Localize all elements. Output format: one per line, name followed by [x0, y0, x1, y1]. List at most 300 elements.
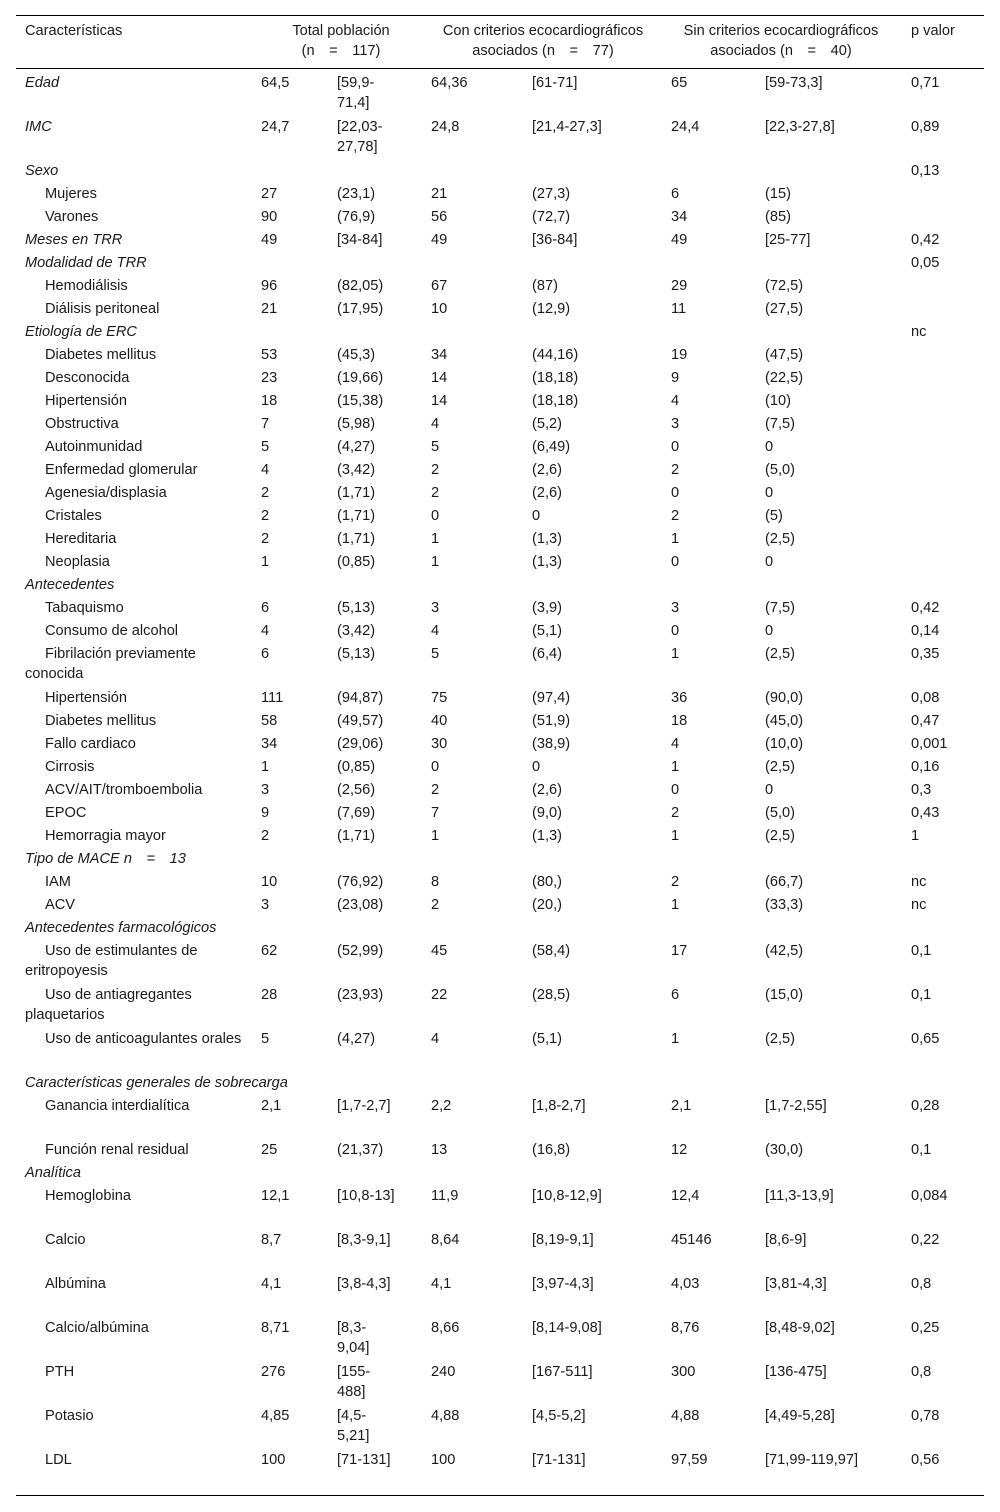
cell-without-range: [8,48-9,02] [765, 1320, 835, 1336]
cell-total-range: [4,5-5,21] [337, 1408, 370, 1444]
cell-total-value: 111 [261, 690, 284, 706]
table-row [0, 550, 1000, 573]
header-total-population [256, 21, 426, 61]
cell-total-range: [155-488] [337, 1364, 371, 1400]
cell-with-value: 56 [431, 209, 448, 225]
table-row [0, 320, 1000, 343]
cell-without-value: 1 [671, 759, 680, 775]
cell-with-range: (72,7) [532, 209, 571, 225]
cell-without-value: 17 [671, 943, 688, 959]
cell-without-value: 0 [671, 623, 680, 639]
table-row [0, 1404, 1000, 1448]
cell-total-value: 6 [261, 646, 270, 662]
cell-with-value: 40 [431, 713, 448, 729]
header-characteristics: Características [25, 23, 123, 39]
cell-total-value: 18 [261, 393, 278, 409]
cell-total-value: 28 [261, 987, 278, 1003]
cell-without-range: (2,5) [765, 1031, 796, 1047]
section-label: Características generales de sobrecarga [25, 1075, 288, 1091]
table-row [0, 71, 1000, 115]
row-label: Hereditaria [45, 531, 117, 547]
cell-without-range: [1,7-2,55] [765, 1098, 827, 1114]
cell-without-range: 0 [765, 439, 774, 455]
cell-total-value: 2 [261, 531, 270, 547]
row-label: Obstructiva [45, 416, 119, 432]
cell-with-value: 4,88 [431, 1408, 460, 1424]
cell-with-range: (38,9) [532, 736, 571, 752]
table-row [0, 297, 1000, 320]
cell-without-range: 0 [765, 485, 774, 501]
cell-without-range: (72,5) [765, 278, 804, 294]
table-row [0, 778, 1000, 801]
cell-with-value: 1 [431, 531, 440, 547]
cell-total-value: 2 [261, 828, 270, 844]
cell-total-range: (76,9) [337, 209, 376, 225]
cell-with-value: 64,36 [431, 75, 468, 91]
header-total-title: Total población [292, 23, 390, 39]
row-label: Cirrosis [45, 759, 95, 775]
cell-with-value: 45 [431, 943, 448, 959]
table-row [0, 182, 1000, 205]
cell-with-range: (1,3) [532, 531, 563, 547]
cell-without-value: 1 [671, 828, 680, 844]
cell-total-value: 25 [261, 1142, 278, 1158]
cell-without-value: 6 [671, 987, 680, 1003]
cell-without-range: 0 [765, 554, 774, 570]
cell-p-value: nc [911, 897, 927, 913]
cell-without-value: 3 [671, 600, 680, 616]
cell-total-value: 4 [261, 623, 270, 639]
cell-with-range: (80,) [532, 874, 563, 890]
cell-with-value: 21 [431, 186, 448, 202]
cell-total-value: 53 [261, 347, 278, 363]
cell-total-value: 5 [261, 1031, 270, 1047]
section-label: Meses en TRR [25, 232, 123, 248]
cell-without-range: (2,5) [765, 646, 796, 662]
cell-with-value: 22 [431, 987, 448, 1003]
cell-with-value: 3 [431, 600, 440, 616]
row-label: Fibrilación previamente conocida [25, 646, 196, 682]
cell-without-range: (27,5) [765, 301, 804, 317]
cell-without-range: [8,6-9] [765, 1232, 807, 1248]
cell-with-value: 2 [431, 462, 440, 478]
cell-without-range: [22,3-27,8] [765, 119, 835, 135]
cell-without-range: (22,5) [765, 370, 804, 386]
header-bottom-rule [16, 68, 984, 69]
table-body [0, 71, 1000, 1492]
cell-with-value: 10 [431, 301, 448, 317]
cell-p-value: 0,1 [911, 987, 932, 1003]
cell-with-value: 4,1 [431, 1276, 452, 1292]
row-label: Uso de antiagregantes plaquetarios [25, 987, 192, 1023]
cell-p-value: 0,08 [911, 690, 940, 706]
cell-total-range: (76,92) [337, 874, 384, 890]
header-with-echo-title: Con criterios ecocardiográficos [442, 23, 644, 39]
table-row [0, 228, 1000, 251]
cell-with-value: 0 [431, 508, 440, 524]
cell-total-range: (23,08) [337, 897, 384, 913]
section-label: Tipo de MACE n = 13 [25, 851, 186, 867]
cell-without-range: (85) [765, 209, 791, 225]
table-row [0, 755, 1000, 778]
cell-without-value: 1 [671, 1031, 680, 1047]
section-label: Analítica [25, 1165, 81, 1181]
table-row [0, 916, 1000, 939]
table-row [0, 343, 1000, 366]
table-row [0, 619, 1000, 642]
table-row [0, 893, 1000, 916]
cell-p-value: nc [911, 324, 927, 340]
cell-with-range: (51,9) [532, 713, 571, 729]
cell-without-value: 29 [671, 278, 688, 294]
cell-total-value: 7 [261, 416, 270, 432]
table-row [0, 1094, 1000, 1138]
cell-total-range: (0,85) [337, 554, 376, 570]
cell-with-range: [4,5-5,2] [532, 1408, 586, 1424]
table-row [0, 205, 1000, 228]
cell-without-range: [3,81-4,3] [765, 1276, 827, 1292]
cell-without-value: 18 [671, 713, 688, 729]
cell-with-range: (2,6) [532, 485, 563, 501]
table-row [0, 870, 1000, 893]
cell-without-range: (33,3) [765, 897, 804, 913]
cell-without-range: (2,5) [765, 759, 796, 775]
cell-p-value: 0,28 [911, 1098, 940, 1114]
row-label: Hipertensión [45, 690, 127, 706]
table-row [0, 458, 1000, 481]
cell-total-value: 12,1 [261, 1188, 290, 1204]
cell-without-value: 0 [671, 439, 680, 455]
cell-total-range: (1,71) [337, 485, 376, 501]
table-row [0, 527, 1000, 550]
cell-total-range: (7,69) [337, 805, 376, 821]
cell-p-value: 0,14 [911, 623, 940, 639]
section-label: Antecedentes farmacológicos [25, 920, 217, 936]
table-row [0, 732, 1000, 755]
cell-p-value: 0,47 [911, 713, 940, 729]
row-label: Diabetes mellitus [45, 347, 157, 363]
table-row [0, 504, 1000, 527]
table-row [0, 1448, 1000, 1492]
table-row [0, 596, 1000, 619]
cell-with-range: (6,49) [532, 439, 571, 455]
cell-with-value: 4 [431, 623, 440, 639]
cell-total-range: (21,37) [337, 1142, 384, 1158]
cell-with-range: (16,8) [532, 1142, 571, 1158]
cell-without-value: 8,76 [671, 1320, 700, 1336]
cell-total-value: 49 [261, 232, 278, 248]
cell-with-range: [61-71] [532, 75, 578, 91]
row-label: LDL [45, 1452, 72, 1468]
cell-with-value: 5 [431, 646, 440, 662]
cell-total-range: (45,3) [337, 347, 376, 363]
row-label: EPOC [45, 805, 87, 821]
cell-total-range: (2,56) [337, 782, 376, 798]
cell-total-range: (5,13) [337, 646, 376, 662]
section-label: Antecedentes [25, 577, 115, 593]
cell-without-value: 1 [671, 646, 680, 662]
cell-without-value: 24,4 [671, 119, 700, 135]
cell-without-value: 12 [671, 1142, 688, 1158]
cell-total-value: 4,85 [261, 1408, 290, 1424]
table-row [0, 1228, 1000, 1272]
cell-with-value: 30 [431, 736, 448, 752]
section-label: Edad [25, 75, 60, 91]
table-row [0, 1184, 1000, 1228]
cell-total-range: (23,93) [337, 987, 384, 1003]
cell-without-value: 4,03 [671, 1276, 700, 1292]
cell-total-range: (4,27) [337, 439, 376, 455]
cell-total-value: 3 [261, 897, 270, 913]
row-label: Varones [45, 209, 99, 225]
row-label: Ganancia interdialítica [45, 1098, 190, 1114]
row-label: Hemodiálisis [45, 278, 128, 294]
cell-with-value: 8,66 [431, 1320, 460, 1336]
cell-total-range: [22,03-27,78] [337, 119, 383, 155]
cell-total-range: [1,7-2,7] [337, 1098, 391, 1114]
cell-with-value: 11,9 [431, 1188, 459, 1204]
cell-with-range: (2,6) [532, 462, 563, 478]
row-label: Calcio [45, 1232, 86, 1248]
cell-p-value: 0,001 [911, 736, 948, 752]
table-row [0, 274, 1000, 297]
table-row [0, 824, 1000, 847]
cell-with-value: 100 [431, 1452, 456, 1468]
cell-with-value: 8 [431, 874, 440, 890]
cell-without-range: (5,0) [765, 805, 796, 821]
cell-total-range: (94,87) [337, 690, 384, 706]
table-row [0, 481, 1000, 504]
cell-without-value: 1 [671, 897, 680, 913]
cell-total-value: 34 [261, 736, 278, 752]
cell-without-range: [136-475] [765, 1364, 827, 1380]
cell-without-value: 0 [671, 554, 680, 570]
cell-total-value: 23 [261, 370, 278, 386]
cell-without-value: 97,59 [671, 1452, 708, 1468]
row-label: ACV/AIT/tromboembolia [45, 782, 203, 798]
cell-total-range: [8,3-9,1] [337, 1232, 391, 1248]
header-with-echo-criteria [418, 21, 668, 61]
cell-without-value: 2 [671, 508, 680, 524]
cell-with-value: 1 [431, 828, 440, 844]
cell-without-value: 11 [671, 301, 687, 317]
cell-without-range: (2,5) [765, 828, 796, 844]
cell-with-range: (28,5) [532, 987, 571, 1003]
cell-with-range: (58,4) [532, 943, 571, 959]
cell-total-range: [71-131] [337, 1452, 391, 1468]
cell-total-range: (23,1) [337, 186, 376, 202]
cell-with-range: (27,3) [532, 186, 571, 202]
cell-without-value: 0 [671, 782, 680, 798]
cell-total-value: 21 [261, 301, 278, 317]
cell-with-value: 13 [431, 1142, 448, 1158]
cell-total-range: (5,98) [337, 416, 376, 432]
cell-total-value: 10 [261, 874, 278, 890]
cell-total-value: 8,7 [261, 1232, 282, 1248]
table-row [0, 1138, 1000, 1161]
cell-total-value: 24,7 [261, 119, 290, 135]
row-label: Diálisis peritoneal [45, 301, 160, 317]
cell-without-value: 49 [671, 232, 688, 248]
cell-without-range: [11,3-13,9] [765, 1188, 834, 1204]
table-row [0, 1316, 1000, 1360]
cell-with-value: 2,2 [431, 1098, 452, 1114]
cell-p-value: 0,3 [911, 782, 932, 798]
cell-p-value: 0,084 [911, 1188, 948, 1204]
cell-without-value: 2,1 [671, 1098, 692, 1114]
cell-without-value: 12,4 [671, 1188, 700, 1204]
cell-with-value: 2 [431, 897, 440, 913]
cell-p-value: 0,43 [911, 805, 940, 821]
cell-without-range: (5) [765, 508, 783, 524]
table-row [0, 435, 1000, 458]
cell-without-value: 2 [671, 874, 680, 890]
cell-with-value: 1 [431, 554, 440, 570]
table-row [0, 573, 1000, 596]
row-label: Función renal residual [45, 1142, 189, 1158]
table-row [0, 686, 1000, 709]
cell-total-value: 96 [261, 278, 278, 294]
cell-without-value: 300 [671, 1364, 696, 1380]
cell-with-range: (20,) [532, 897, 563, 913]
cell-total-range: [8,3-9,04] [337, 1320, 370, 1356]
cell-total-value: 276 [261, 1364, 286, 1380]
cell-with-range: (18,18) [532, 370, 579, 386]
cell-without-range: (10,0) [765, 736, 804, 752]
cell-total-range: (15,38) [337, 393, 384, 409]
table-row [0, 251, 1000, 274]
header-without-echo-title: Sin criterios ecocardiográficos [683, 23, 879, 39]
row-label: Hemoglobina [45, 1188, 131, 1204]
table-row [0, 983, 1000, 1027]
cell-p-value: 0,13 [911, 163, 940, 179]
section-label: Etiología de ERC [25, 324, 137, 340]
cell-with-range: [10,8-12,9] [532, 1188, 602, 1204]
cell-with-range: [8,14-9,08] [532, 1320, 602, 1336]
cell-total-value: 90 [261, 209, 278, 225]
cell-total-range: (52,99) [337, 943, 384, 959]
cell-with-range: [1,8-2,7] [532, 1098, 586, 1114]
cell-with-value: 4 [431, 1031, 440, 1047]
table-row [0, 801, 1000, 824]
cell-total-range: [59,9-71,4] [337, 75, 375, 111]
cell-with-range: [8,19-9,1] [532, 1232, 594, 1248]
table-row [0, 1161, 1000, 1184]
cell-without-value: 9 [671, 370, 680, 386]
cell-p-value: 0,78 [911, 1408, 940, 1424]
cell-without-range: [25-77] [765, 232, 811, 248]
header-without-echo-criteria [656, 21, 906, 61]
row-label: Enfermedad glomerular [45, 462, 198, 478]
row-label: Potasio [45, 1408, 94, 1424]
cell-with-range: (44,16) [532, 347, 579, 363]
cell-p-value: 0,8 [911, 1276, 932, 1292]
cell-without-range: (15,0) [765, 987, 804, 1003]
cell-with-range: (18,18) [532, 393, 579, 409]
cell-total-value: 58 [261, 713, 278, 729]
row-label: ACV [45, 897, 76, 913]
cell-without-value: 3 [671, 416, 680, 432]
row-label: Desconocida [45, 370, 130, 386]
cell-total-range: (3,42) [337, 462, 376, 478]
table-row [0, 1071, 1000, 1094]
table-row [0, 115, 1000, 159]
cell-total-value: 9 [261, 805, 270, 821]
cell-total-value: 5 [261, 439, 270, 455]
cell-total-value: 8,71 [261, 1320, 290, 1336]
cell-without-value: 0 [671, 485, 680, 501]
table-row [0, 642, 1000, 686]
cell-p-value: 0,16 [911, 759, 940, 775]
cell-total-range: (82,05) [337, 278, 384, 294]
row-label: Hipertensión [45, 393, 127, 409]
cell-p-value: 0,89 [911, 119, 940, 135]
cell-p-value: nc [911, 874, 927, 890]
cell-total-range: (5,13) [337, 600, 376, 616]
cell-with-value: 7 [431, 805, 440, 821]
cell-without-value: 65 [671, 75, 688, 91]
cell-with-range: [21,4-27,3] [532, 119, 602, 135]
cell-p-value: 0,71 [911, 75, 940, 91]
cell-with-value: 67 [431, 278, 448, 294]
cell-total-range: (1,71) [337, 508, 376, 524]
cell-total-range: (0,85) [337, 759, 376, 775]
cell-total-range: (4,27) [337, 1031, 376, 1047]
row-label: Mujeres [45, 186, 97, 202]
cell-with-range: (5,1) [532, 623, 563, 639]
cell-without-range: 0 [765, 782, 774, 798]
section-label: IMC [25, 119, 52, 135]
row-label: Calcio/albúmina [45, 1320, 149, 1336]
cell-without-value: 2 [671, 805, 680, 821]
row-label: Fallo cardiaco [45, 736, 136, 752]
cell-p-value: 1 [911, 828, 920, 844]
section-label: Sexo [25, 163, 59, 179]
cell-total-range: (1,71) [337, 828, 376, 844]
cell-total-range: [3,8-4,3] [337, 1276, 391, 1292]
cell-p-value: 0,1 [911, 1142, 932, 1158]
table-row [0, 1360, 1000, 1404]
cell-total-value: 100 [261, 1452, 286, 1468]
cell-with-range: (87) [532, 278, 558, 294]
cell-total-range: (1,71) [337, 531, 376, 547]
section-label: Modalidad de TRR [25, 255, 147, 271]
cell-total-range: (19,66) [337, 370, 384, 386]
cell-without-range: (10) [765, 393, 791, 409]
cell-total-range: (29,06) [337, 736, 384, 752]
cell-with-value: 34 [431, 347, 448, 363]
cell-without-range: 0 [765, 623, 774, 639]
cell-total-value: 27 [261, 186, 278, 202]
cell-total-value: 6 [261, 600, 270, 616]
cell-without-value: 34 [671, 209, 688, 225]
cell-p-value: 0,22 [911, 1232, 940, 1248]
cell-with-range: (2,6) [532, 782, 563, 798]
row-label: Hemorragia mayor [45, 828, 166, 844]
cell-total-value: 62 [261, 943, 278, 959]
cell-total-value: 1 [261, 554, 270, 570]
cell-with-range: (97,4) [532, 690, 571, 706]
cell-without-range: (42,5) [765, 943, 804, 959]
row-label: Consumo de alcohol [45, 623, 179, 639]
cell-with-range: (5,2) [532, 416, 563, 432]
cell-with-value: 75 [431, 690, 448, 706]
cell-with-range: (1,3) [532, 828, 563, 844]
cell-without-value: 2 [671, 462, 680, 478]
cell-without-value: 4,88 [671, 1408, 700, 1424]
cell-total-range: (49,57) [337, 713, 384, 729]
cell-with-range: 0 [532, 508, 541, 524]
